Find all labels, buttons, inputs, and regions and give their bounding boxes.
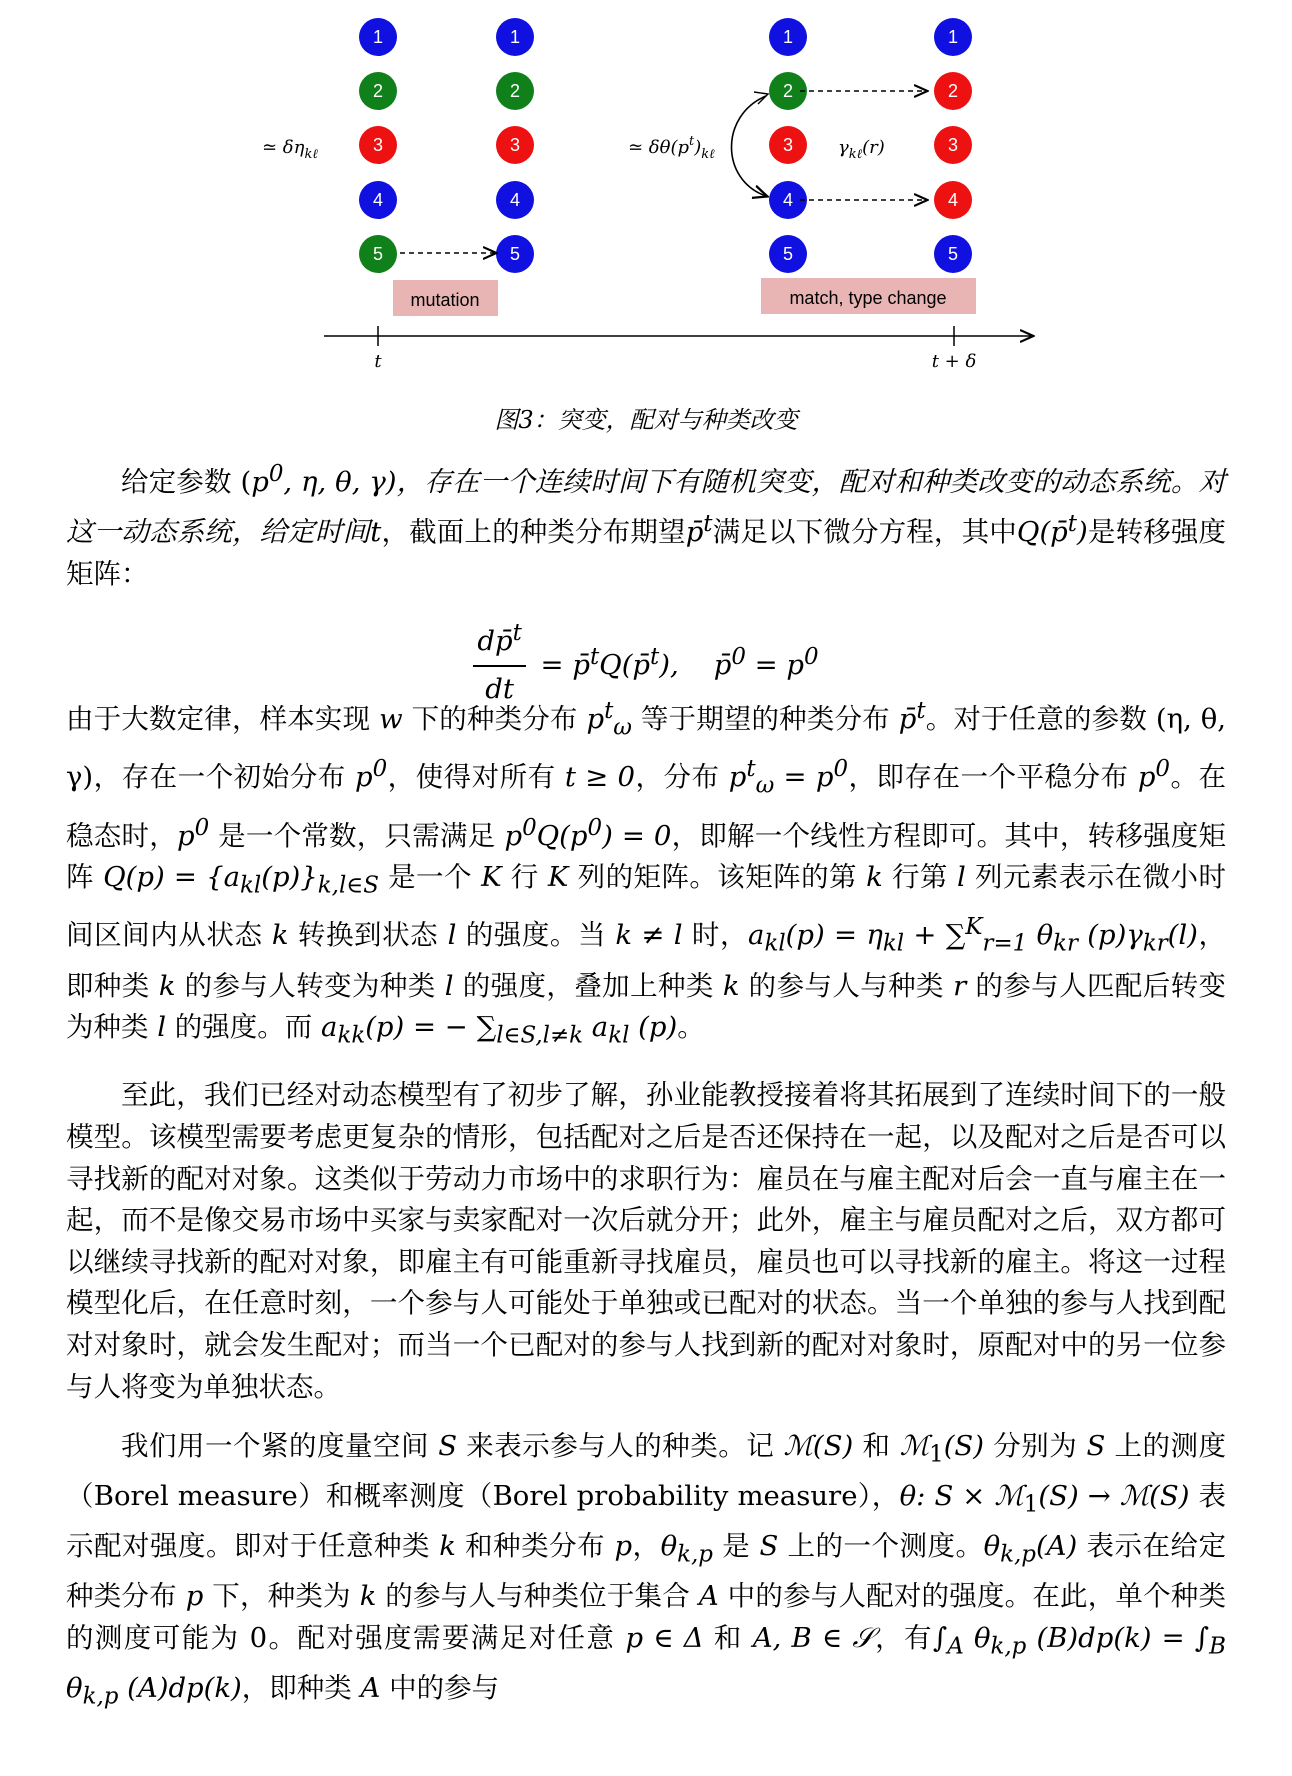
node-col2-4 xyxy=(496,181,534,219)
figure xyxy=(0,0,1292,460)
body-text xyxy=(66,454,1226,1718)
node-col1-1 xyxy=(359,18,397,56)
node-col4-3 xyxy=(934,126,972,164)
match-rate-label: ≃ $\delta\theta(p^t)_{k\ell}$ xyxy=(628,134,715,162)
node-col4-1 xyxy=(934,18,972,56)
svg-text:3: 3 xyxy=(372,135,384,155)
svg-text:1: 1 xyxy=(947,27,959,47)
svg-text:1: 1 xyxy=(782,27,794,47)
gamma-label: $\gamma_{k\ell}(r)$ xyxy=(838,137,885,162)
node-col1-4 xyxy=(359,181,397,219)
svg-text:1: 1 xyxy=(372,27,384,47)
svg-text:5: 5 xyxy=(782,244,794,264)
node-col4-5 xyxy=(934,235,972,273)
svg-text:5: 5 xyxy=(947,244,959,264)
axis-t-label: t xyxy=(374,351,382,372)
node-col1-2 xyxy=(359,72,397,110)
equation-rhs: = p̄$^t$Q(p̄$^t$), p̄$^0$ = $p^0$ xyxy=(540,643,819,682)
node-col4-4 xyxy=(934,181,972,219)
figure-diagram xyxy=(0,0,1292,400)
svg-text:4: 4 xyxy=(947,190,959,210)
svg-text:3: 3 xyxy=(947,135,959,155)
node-col3-3 xyxy=(769,126,807,164)
paragraph-1: 给定参数 ($p^0$, η, θ, γ)，存在一个连续时间下有随机突变，配对和种类改变的动态系统。对这一动态系统，给定时间t，截面上的种类分布期望p̄$^t$满足以下微分方程，其中Q(p̄$^t$)是转移强度矩阵： xyxy=(66,461,1227,590)
svg-text:2: 2 xyxy=(372,81,384,101)
match-box-label: match, type change xyxy=(789,288,947,308)
svg-text:4: 4 xyxy=(782,190,794,210)
svg-text:4: 4 xyxy=(509,190,521,210)
svg-text:3: 3 xyxy=(509,135,521,155)
mutation-rate-label: ≃ $\delta\eta_{k\ell}$ xyxy=(262,137,318,162)
figure-caption: 图3：突变，配对与种类改变 xyxy=(494,406,798,434)
svg-text:3: 3 xyxy=(782,135,794,155)
equation-fraction: $\frac{dp̄^t}{dt}$ xyxy=(473,613,525,710)
paragraph-3: 至此，我们已经对动态模型有了初步了解，孙业能教授接着将其拓展到了连续时间下的一般模型。该模型需要考虑更复杂的情形，包括配对之后是否还保持在一起，以及配对之后是否可以寻找新的配对对象。这类似于劳动力市场中的求职行为：雇员在与雇主配对后会一直与雇主在一起，而不是像交易市场中买家与卖家配对一次后就分开；此外，雇主与雇员配对之后，双方都可以继续寻找新的配对对象，即雇主有可能重新寻找雇员，雇员也可以寻找新的雇主。将这一过程模型化后，在任意时刻，一个参与人可能处于单独或已配对的状态。当一个单独的参与人找到配对对象时，就会发生配对；而当一个已配对的参与人找到新的配对对象时，原配对中的另一位参与人将变为单独状态。 xyxy=(66,1079,1226,1403)
svg-text:2: 2 xyxy=(947,81,959,101)
svg-text:2: 2 xyxy=(509,81,521,101)
svg-text:2: 2 xyxy=(782,81,794,101)
svg-text:5: 5 xyxy=(509,244,521,264)
node-col3-5 xyxy=(769,235,807,273)
node-col2-3 xyxy=(496,126,534,164)
node-col3-1 xyxy=(769,18,807,56)
paragraph-4: 我们用一个紧的度量空间 S 来表示参与人的种类。记 ℳ(S) 和 ℳ$_1$(S) 分别为 S 上的测度（Borel measure）和概率测度（Borel probability measure），θ: S × ℳ$_1$(S) → ℳ(S) 表示配对强度。即对于任意种类 k 和种类分布 p，$\theta_{k,p}$ 是 S 上的一个测度。$\theta_{k,p}(A)$ 表示在给定种类分布 p 下，种类为 k 的参与人与种类位于集合 A 中的参与人配对的强度。在此，单个种类的测度可能为 0。配对强度需要满足对任意 p ∈ Δ 和 A, B ∈ 𝒮，有$\int_A$ $\theta_{k,p}$ $(B)dp(k) = \int_B$ $\theta_{k,p}$ (A)dp(k)，即种类 A 中的参与 xyxy=(66,1430,1227,1710)
mutation-box-label: mutation xyxy=(410,290,480,310)
paragraph-2: 由于大数定律，样本实现 w 下的种类分布 $p^t_\omega$ 等于期望的种类分布 p̄$^t$。对于任意的参数 (η, θ, γ)，存在一个初始分布 $p^0$，使得对所有 t ≥ 0，分布 $p^t_\omega = p^0$，即存在一个平稳分布 $p^0$。在稳态时，$p^0$ 是一个常数，只需满足 $p^0Q(p^0) = 0$，即解一个线性方程即可。其中，转移强度矩阵 $Q(p) = \{a_{kl}(p)\}_{k,l\in S}$ 是一个 K 行 K 列的矩阵。该矩阵的第 k 行第 l 列元素表示在微小时间区间内从状态 k 转换到状态 l 的强度。当 k ≠ l 时，$a_{kl}(p) = \eta_{kl} + \sum^K_{r=1}$ $\theta_{kr}$ $(p)\gamma_{kr}(l)$，即种类 k 的参与人转变为种类 l 的强度，叠加上种类 k 的参与人与种类 r 的参与人匹配后转变为种类 l 的强度。而 $a_{kk}(p)$ = − $\sum_{l\in S,l\ne k}$ $a_{kl}$ (p)。 xyxy=(66,698,1227,1049)
axis-t-delta-label: t + δ xyxy=(931,351,977,372)
node-col1-3 xyxy=(359,126,397,164)
svg-text:5: 5 xyxy=(372,244,384,264)
node-col2-5 xyxy=(496,235,534,273)
equation xyxy=(66,613,1226,705)
svg-text:4: 4 xyxy=(372,190,384,210)
node-col2-2 xyxy=(496,72,534,110)
match-arc xyxy=(732,96,767,196)
svg-text:1: 1 xyxy=(509,27,521,47)
node-col4-2 xyxy=(934,72,972,110)
node-col1-5 xyxy=(359,235,397,273)
node-col2-1 xyxy=(496,18,534,56)
